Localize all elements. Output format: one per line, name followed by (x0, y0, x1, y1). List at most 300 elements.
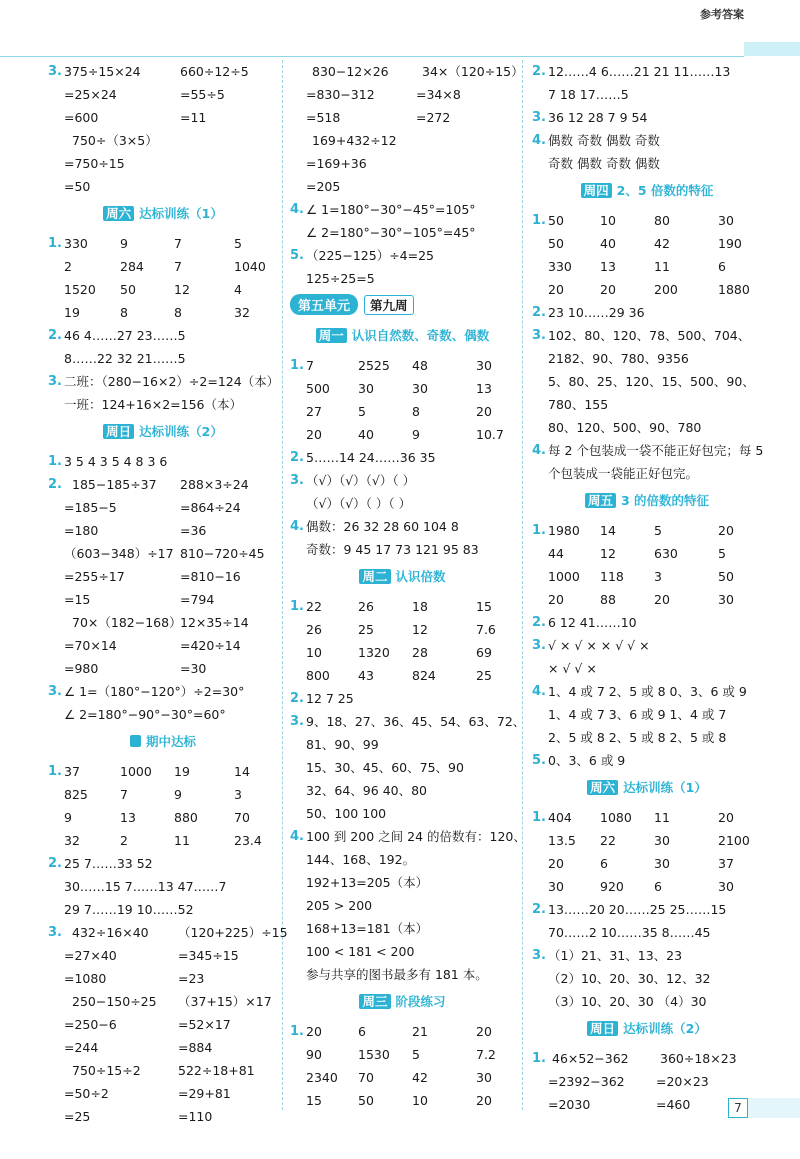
answer-row (290, 710, 526, 733)
expr-row (48, 990, 278, 1013)
question-number: 3. (290, 714, 304, 729)
question-number: 3. (532, 638, 546, 653)
cell: 1000 (548, 569, 580, 584)
cell: 42 (654, 236, 670, 251)
expr-row (48, 657, 278, 680)
expr-row (48, 542, 278, 565)
answer-row (48, 703, 278, 726)
expr: （120+225）÷15 (178, 925, 288, 940)
cell: 7 (174, 259, 182, 274)
grid-row (532, 852, 762, 875)
expr: =185−5 (64, 500, 117, 515)
answer-row (532, 129, 762, 152)
cell: 22 (600, 833, 616, 848)
cell: 1040 (234, 259, 266, 274)
expr-row (290, 83, 515, 106)
question-number: 3. (48, 925, 62, 940)
answer-row (290, 871, 515, 894)
question-number: 1. (532, 810, 546, 825)
answer-text: 6 12 41……10 (548, 615, 637, 630)
cell: 1530 (358, 1047, 390, 1062)
answer-text: 30……15 7……13 47……7 (64, 879, 227, 894)
answer-row (532, 347, 762, 370)
expr: =2392−362 (548, 1074, 625, 1089)
section-heading (290, 320, 515, 354)
answer-text: 13……20 20……25 25……15 (548, 902, 727, 917)
grid-row (48, 829, 278, 852)
expr: =15 (64, 592, 91, 607)
cell: 42 (412, 1070, 428, 1085)
question-number: 1. (48, 236, 62, 251)
question-number: 1. (290, 1024, 304, 1039)
cell: 5 (412, 1047, 420, 1062)
expr: =50÷2 (64, 1086, 109, 1101)
cell: 20 (548, 856, 564, 871)
expr: =55÷5 (180, 87, 225, 102)
grid-row (48, 760, 278, 783)
expr: =980 (64, 661, 99, 676)
heading-badge (583, 1021, 711, 1038)
grid-row (290, 354, 515, 377)
cell: 20 (548, 592, 564, 607)
section-heading (290, 561, 515, 595)
heading-tag: 周二 (359, 569, 390, 584)
answer-text: 780、155 (548, 397, 609, 412)
answer-row (532, 657, 762, 680)
expr: 660÷12÷5 (180, 64, 249, 79)
answer-row (48, 680, 278, 703)
cell: 10 (412, 1093, 428, 1108)
cell: 27 (306, 404, 322, 419)
answer-row (290, 894, 515, 917)
cell: 7 (120, 787, 128, 802)
expr: =460 (656, 1097, 691, 1112)
cell: 25 (358, 622, 374, 637)
cell: 30 (718, 879, 734, 894)
cell: 10.7 (476, 427, 504, 442)
answer-row (290, 848, 515, 871)
answer-text: 一班：124+16×2=156（本） (64, 397, 242, 412)
grid-row (290, 400, 515, 423)
cell: 26 (358, 599, 374, 614)
cell: 330 (64, 236, 88, 251)
q3-row-3 (48, 106, 278, 129)
heading-title: 达标训练（1） (139, 206, 223, 221)
cell: 10 (600, 213, 616, 228)
answer-row (532, 749, 762, 772)
question-number: 5. (532, 753, 546, 768)
question-number: 4. (532, 684, 546, 699)
cell: 14 (234, 764, 250, 779)
heading-badge (99, 206, 227, 223)
answer-row (290, 825, 526, 848)
grid-row (532, 829, 762, 852)
answer-row (290, 917, 515, 940)
cell: 32 (234, 305, 250, 320)
cell: 284 (120, 259, 144, 274)
cell: 20 (476, 1093, 492, 1108)
expr-row (532, 1047, 762, 1070)
grid-row (290, 595, 515, 618)
question-number: 3. (48, 64, 62, 79)
cell: 28 (412, 645, 428, 660)
answer-row (48, 450, 278, 473)
answer-row (290, 756, 515, 779)
cell: 20 (718, 523, 734, 538)
cell: 6 (358, 1024, 366, 1039)
question-number: 1. (48, 764, 62, 779)
cell: 80 (654, 213, 670, 228)
expr-row (48, 634, 278, 657)
expr: 46×52−362 (552, 1051, 629, 1066)
expr: =250−6 (64, 1017, 117, 1032)
expr-row (532, 1070, 762, 1093)
cell: 20 (306, 1024, 322, 1039)
expr-row (48, 1105, 278, 1128)
expr: =110 (178, 1109, 213, 1124)
cell: 32 (64, 833, 80, 848)
answer-row (290, 221, 515, 244)
cell: 30 (718, 592, 734, 607)
answer-row (532, 680, 762, 703)
answer-text: 奇数 偶数 奇数 偶数 (548, 156, 660, 171)
expr: 70×（182−168） (72, 615, 182, 630)
expr-row (290, 60, 524, 83)
answer-row (532, 611, 762, 634)
heading-title: 认识自然数、奇数、偶数 (351, 328, 490, 343)
answer-text: 每 2 个包装成一袋不能正好包完；每 5 (548, 443, 764, 458)
cell: 118 (600, 569, 624, 584)
expr-row (48, 944, 278, 967)
heading-badge (355, 994, 449, 1011)
column-middle (290, 60, 526, 1112)
answer-text: ∠ 2=180°−30°−105°=45° (306, 225, 476, 240)
answer-text: 32、64、96 40、80 (306, 783, 428, 798)
cell: 13 (120, 810, 136, 825)
expr: 375÷15×24 (64, 64, 141, 79)
cell: 30 (654, 833, 670, 848)
heading-title: 期中达标 (145, 734, 196, 749)
cell: 1980 (548, 523, 580, 538)
cell: 30 (412, 381, 428, 396)
expr: 250−150÷25 (72, 994, 157, 1009)
cell: 824 (412, 668, 436, 683)
answer-text: 1、4 或 7 3、6 或 9 1、4 或 7 (548, 707, 727, 722)
question-number: 3. (48, 374, 62, 389)
question-number: 3. (290, 473, 304, 488)
expr: =70×14 (64, 638, 117, 653)
expr: =345÷15 (178, 948, 239, 963)
answer-row (532, 634, 762, 657)
expr-row (48, 473, 278, 496)
expr: =27×40 (64, 948, 117, 963)
trophy-icon (130, 735, 141, 747)
cell: 500 (306, 381, 330, 396)
expr: =810−16 (180, 569, 241, 584)
cell: 9 (412, 427, 420, 442)
cell: 30 (654, 856, 670, 871)
expr: =29+81 (178, 1086, 231, 1101)
expr: =518 (306, 110, 341, 125)
grid-row (48, 783, 278, 806)
grid-row (532, 255, 762, 278)
cell: 330 (548, 259, 572, 274)
q3-row-2 (48, 83, 278, 106)
answer-text: 144、168、192。 (306, 852, 416, 867)
expr: =30 (180, 661, 207, 676)
answer-text: 5、80、25、120、15、500、90、 (548, 374, 755, 389)
cell: 1000 (120, 764, 152, 779)
cell: 825 (64, 787, 88, 802)
cell: 2340 (306, 1070, 338, 1085)
question-number: 2. (532, 305, 546, 320)
q3-row-4 (48, 129, 278, 152)
answer-text: （225−125）÷4=25 (306, 248, 434, 263)
answer-text: 168+13=181（本） (306, 921, 429, 936)
grid-row (48, 255, 278, 278)
expr: 288×3÷24 (180, 477, 249, 492)
grid-row (48, 278, 278, 301)
cell: 2 (120, 833, 128, 848)
cell: 70 (358, 1070, 374, 1085)
expr: =272 (416, 110, 451, 125)
cell: 20 (718, 810, 734, 825)
expr: =34×8 (416, 87, 461, 102)
question-number: 1. (532, 1051, 546, 1066)
answer-text: 12 7 25 (306, 691, 354, 706)
cell: 25 (476, 668, 492, 683)
answer-text: （√）（√）（√）（ ） (306, 473, 416, 488)
grid-row (532, 519, 762, 542)
answer-text: ∠ 1=（180°−120°）÷2=30° (64, 684, 245, 699)
expr: =25×24 (64, 87, 117, 102)
cell: 5 (654, 523, 662, 538)
question-number: 2. (290, 691, 304, 706)
section-heading (532, 1013, 762, 1047)
cell: 11 (174, 833, 190, 848)
expr-row (48, 1059, 278, 1082)
answer-row (532, 990, 762, 1013)
cell: 630 (654, 546, 678, 561)
cell: 2 (64, 259, 72, 274)
cell: 9 (120, 236, 128, 251)
answer-text: （2）10、20、30、12、32 (548, 971, 711, 986)
answer-text: 7 18 17……5 (548, 87, 629, 102)
section-heading (48, 416, 278, 450)
heading-title: 达标训练（2） (623, 1021, 707, 1036)
answer-row (532, 83, 762, 106)
expr: 750÷（3×5） (72, 133, 158, 148)
question-number: 4. (290, 519, 304, 534)
answer-row (532, 152, 762, 175)
answer-row (290, 687, 515, 710)
answer-text: 12……4 6……21 21 11……13 (548, 64, 731, 79)
expr: =600 (64, 110, 99, 125)
grid-row (532, 806, 762, 829)
grid-row (290, 1020, 515, 1043)
heading-badge (581, 493, 713, 510)
expr: =830−312 (306, 87, 375, 102)
expr-row (290, 106, 515, 129)
answer-row (532, 324, 762, 347)
question-number: 2. (48, 856, 62, 871)
expr-row (290, 129, 515, 152)
expr-row (48, 967, 278, 990)
cell: 88 (600, 592, 616, 607)
cell: 23.4 (234, 833, 262, 848)
question-number: 4. (532, 443, 546, 458)
answer-text: 9、18、27、36、45、54、63、72、 (306, 714, 526, 729)
heading-badge (99, 424, 227, 441)
page-number: 7 (728, 1098, 748, 1118)
q3-row-6 (48, 175, 278, 198)
expr: 830−12×26 (312, 64, 389, 79)
week-badge: 第九周 (364, 295, 414, 315)
answer-text: 80、120、500、90、780 (548, 420, 702, 435)
answer-row (290, 940, 515, 963)
cell: 8 (174, 305, 182, 320)
expr: 810−720÷45 (180, 546, 265, 561)
section-heading (290, 986, 515, 1020)
grid-row (532, 278, 762, 301)
column-divider-2 (522, 60, 523, 1110)
answer-row (290, 244, 515, 267)
cell: 200 (654, 282, 678, 297)
expr-row (48, 1036, 278, 1059)
question-number: 4. (290, 829, 304, 844)
answer-row (532, 393, 762, 416)
column-right (532, 60, 762, 1116)
cell: 20 (654, 592, 670, 607)
grid-row (532, 565, 762, 588)
cell: 40 (600, 236, 616, 251)
cell: 20 (548, 282, 564, 297)
cell: 48 (412, 358, 428, 373)
cell: 50 (120, 282, 136, 297)
cell: 13 (476, 381, 492, 396)
answer-row (532, 921, 762, 944)
grid-row (290, 1089, 515, 1112)
answer-text: 2、5 或 8 2、5 或 8 2、5 或 8 (548, 730, 727, 745)
answer-text: （3）10、20、30 （4）30 (548, 994, 707, 1009)
cell: 12 (412, 622, 428, 637)
answer-text: 5……14 24……36 35 (306, 450, 436, 465)
grid-row (290, 423, 515, 446)
cell: 20 (476, 404, 492, 419)
expr: =52×17 (178, 1017, 231, 1032)
cell: 26 (306, 622, 322, 637)
expr: 34×（120÷15） (422, 64, 524, 79)
answer-row (532, 726, 762, 749)
expr: =23 (178, 971, 205, 986)
cell: 50 (718, 569, 734, 584)
grid-row (290, 377, 515, 400)
cell: 7.6 (476, 622, 496, 637)
answer-row (532, 898, 762, 921)
cell: 8 (120, 305, 128, 320)
cell: 10 (306, 645, 322, 660)
answer-row (290, 198, 515, 221)
answer-text: 0、3、6 或 9 (548, 753, 626, 768)
expr: （37+15）×17 (178, 994, 272, 1009)
heading-badge (577, 183, 718, 200)
question-number: 1. (48, 454, 62, 469)
question-number: 2. (532, 64, 546, 79)
question-number: 5. (290, 248, 304, 263)
cell: 6 (718, 259, 726, 274)
expr: =25 (64, 1109, 91, 1124)
section-heading (532, 485, 762, 519)
expr: =255÷17 (64, 569, 125, 584)
answer-row (290, 446, 515, 469)
heading-title: 2、5 倍数的特征 (616, 183, 714, 198)
cell: 90 (306, 1047, 322, 1062)
answer-row (48, 875, 278, 898)
expr: =864÷24 (180, 500, 241, 515)
cell: 30 (548, 879, 564, 894)
cell: 37 (718, 856, 734, 871)
expr: 432÷16×40 (72, 925, 149, 940)
cell: 18 (412, 599, 428, 614)
cell: 11 (654, 259, 670, 274)
grid-row (290, 1043, 515, 1066)
answer-text: 1、4 或 7 2、5 或 8 0、3、6 或 9 (548, 684, 747, 699)
answer-text: ∠ 1=180°−30°−45°=105° (306, 202, 476, 217)
heading-tag: 周日 (103, 424, 134, 439)
answer-row (532, 106, 762, 129)
heading-title: 3 的倍数的特征 (620, 493, 710, 508)
answer-row (532, 370, 762, 393)
answer-row (532, 462, 762, 485)
cell: 50 (358, 1093, 374, 1108)
grid-row (290, 618, 515, 641)
expr-row (48, 588, 278, 611)
expr: =1080 (64, 971, 107, 986)
cell: 7 (306, 358, 314, 373)
answer-text: 2182、90、780、9356 (548, 351, 689, 366)
heading-badge (355, 569, 449, 586)
cell: 15 (476, 599, 492, 614)
expr: 185−185÷37 (72, 477, 157, 492)
heading-tag: 周日 (587, 1021, 618, 1036)
expr: 12×35÷14 (180, 615, 249, 630)
expr: =794 (180, 592, 215, 607)
expr-row (48, 611, 278, 634)
expr: =50 (64, 179, 91, 194)
answer-text: 46 4……27 23……5 (64, 328, 186, 343)
cell: 3 (234, 787, 242, 802)
cell: 5 (358, 404, 366, 419)
heading-tag: 周五 (585, 493, 616, 508)
question-number: 3. (532, 948, 546, 963)
question-number: 3. (48, 684, 62, 699)
answer-row (48, 324, 278, 347)
expr: =420÷14 (180, 638, 241, 653)
cell: 5 (718, 546, 726, 561)
answer-row (48, 393, 278, 416)
answer-text: 102、80、120、78、500、704、 (548, 328, 751, 343)
answer-text: 125÷25=5 (306, 271, 375, 286)
answer-text: 3 5 4 3 5 4 8 3 6 (64, 454, 168, 469)
cell: 40 (358, 427, 374, 442)
cell: 1320 (358, 645, 390, 660)
cell: 404 (548, 810, 572, 825)
expr: =244 (64, 1040, 99, 1055)
cell: 1520 (64, 282, 96, 297)
cell: 37 (64, 764, 80, 779)
column-left (48, 60, 288, 1128)
heading-tag: 周一 (316, 328, 347, 343)
